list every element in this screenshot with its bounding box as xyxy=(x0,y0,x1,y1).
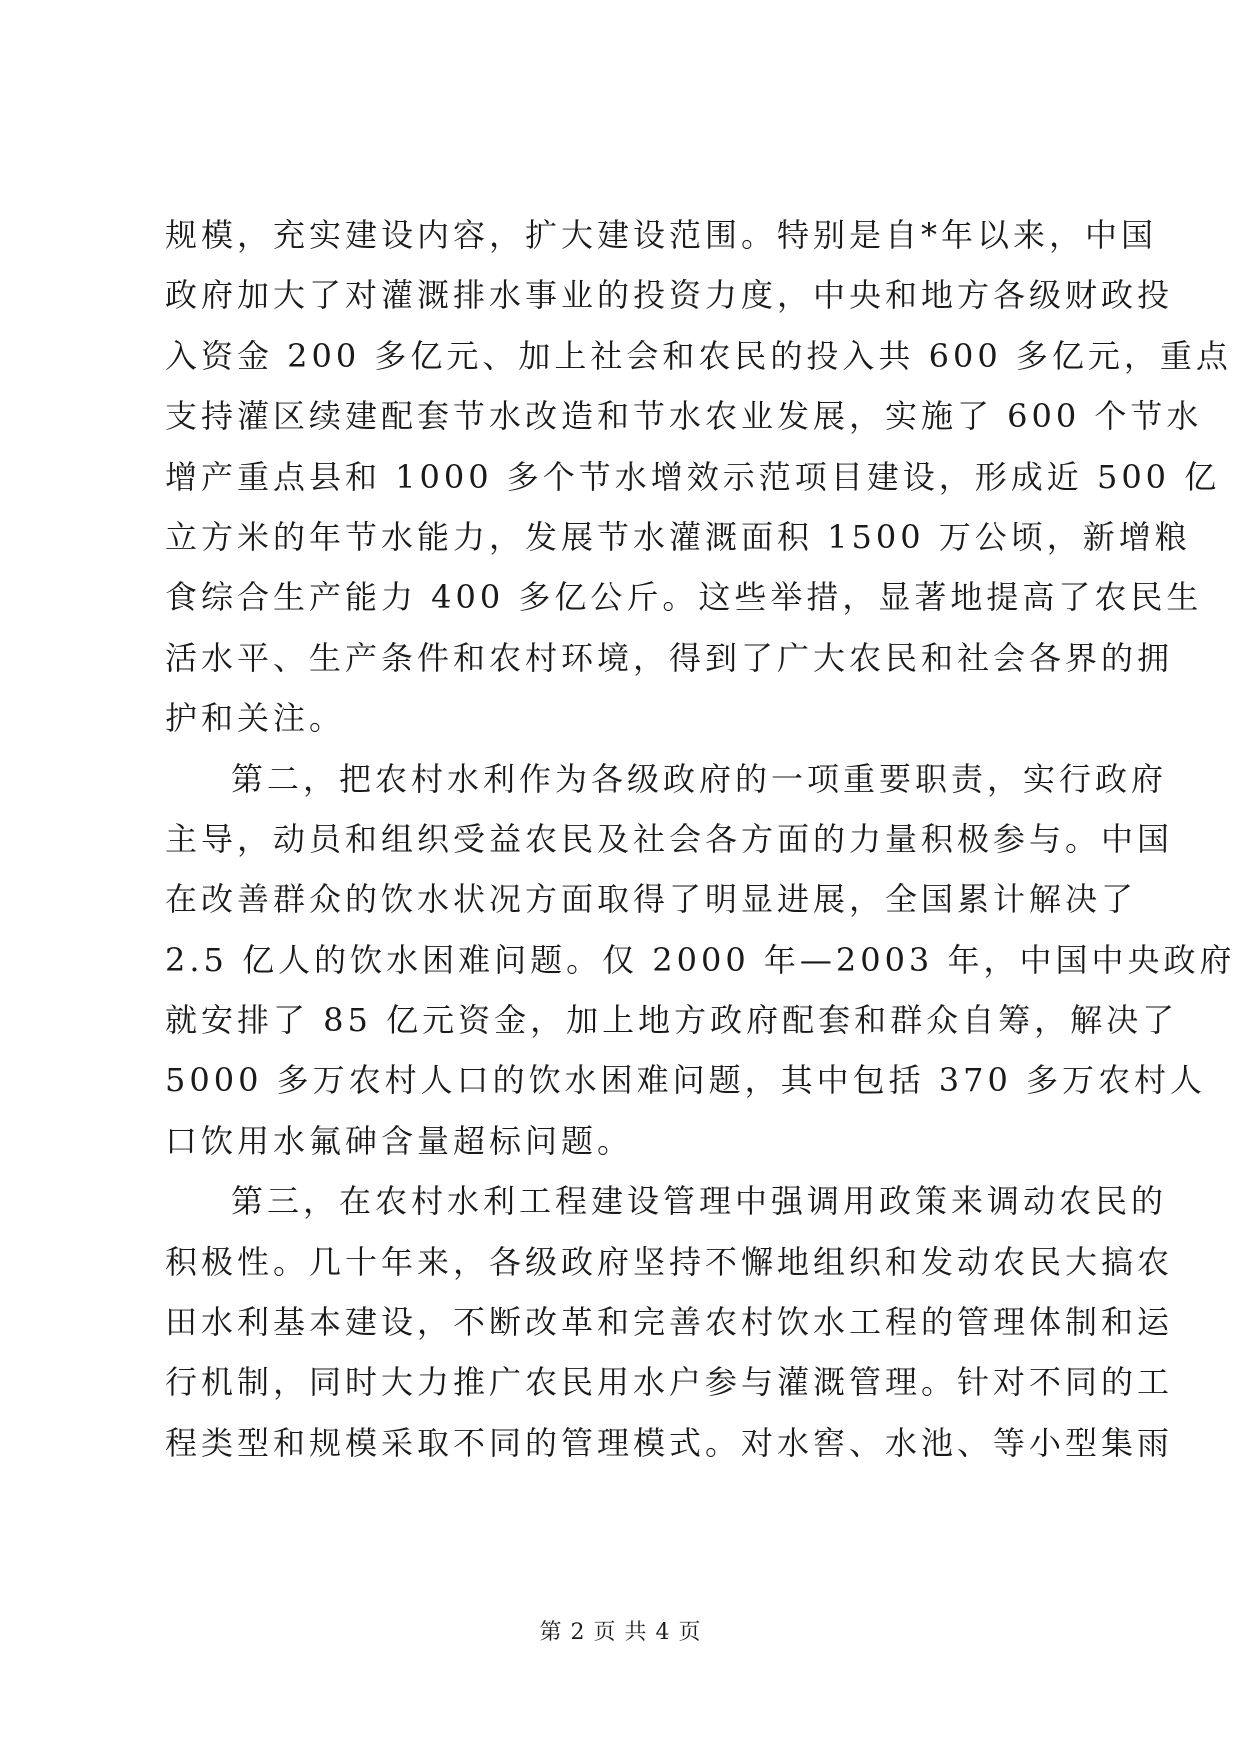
text-line: 立方米的年节水能力，发展节水灌溉面积 1500 万公顷，新增粮 xyxy=(165,517,1191,556)
text-line: 在改善群众的饮水状况方面取得了明显进展，全国累计解决了 xyxy=(165,880,1138,919)
text-line: 规模，充实建设内容，扩大建设范围。特别是自*年以来，中国 xyxy=(165,216,1158,254)
text-line: 就安排了 85 亿元资金，加上地方政府配套和群众自筹，解决了 xyxy=(165,1001,1179,1040)
text-line: 入资金 200 多亿元、加上社会和农民的投入共 600 多亿元，重点 xyxy=(165,336,1232,375)
text-line: 程类型和规模采取不同的管理模式。对水窖、水池、等小型集雨 xyxy=(165,1423,1174,1462)
paragraph-start-line: 第三，在农村水利工程建设管理中强调用政策来调动农民的 xyxy=(231,1182,1168,1221)
text-line: 食综合生产能力 400 多亿公斤。这些举措，显著地提高了农民生 xyxy=(165,578,1203,617)
paragraph-start-line: 第二，把农村水利作为各级政府的一项重要职责，实行政府 xyxy=(231,759,1168,798)
text-line: 2.5 亿人的饮水困难问题。仅 2000 年—2003 年，中国中央政府 xyxy=(165,940,1236,979)
text-line: 主导，动员和组织受益农民及社会各方面的力量积极参与。中国 xyxy=(165,819,1174,858)
text-line: 护和关注。 xyxy=(165,699,346,738)
page-footer: 第 2 页 共 4 页 xyxy=(539,1620,702,1645)
text-line: 增产重点县和 1000 多个节水增效示范项目建设，形成近 500 亿 xyxy=(165,457,1221,496)
text-line: 积极性。几十年来，各级政府坚持不懈地组织和发动农民大搞农 xyxy=(165,1242,1174,1281)
text-line: 行机制，同时大力推广农民用水户参与灌溉管理。针对不同的工 xyxy=(165,1363,1174,1402)
text-line: 活水平、生产条件和农村环境，得到了广大农民和社会各界的拥 xyxy=(165,638,1174,677)
text-line: 政府加大了对灌溉排水事业的投资力度，中央和地方各级财政投 xyxy=(165,276,1174,315)
text-line: 田水利基本建设，不断改革和完善农村饮水工程的管理体制和运 xyxy=(165,1303,1174,1342)
text-line: 口饮用水氟砷含量超标问题。 xyxy=(165,1121,634,1160)
document-body xyxy=(165,205,1236,1473)
text-line: 5000 多万农村人口的饮水困难问题，其中包括 370 多万农村人 xyxy=(165,1061,1207,1100)
text-line: 支持灌区续建配套节水改造和节水农业发展，实施了 600 个节水 xyxy=(165,397,1203,436)
